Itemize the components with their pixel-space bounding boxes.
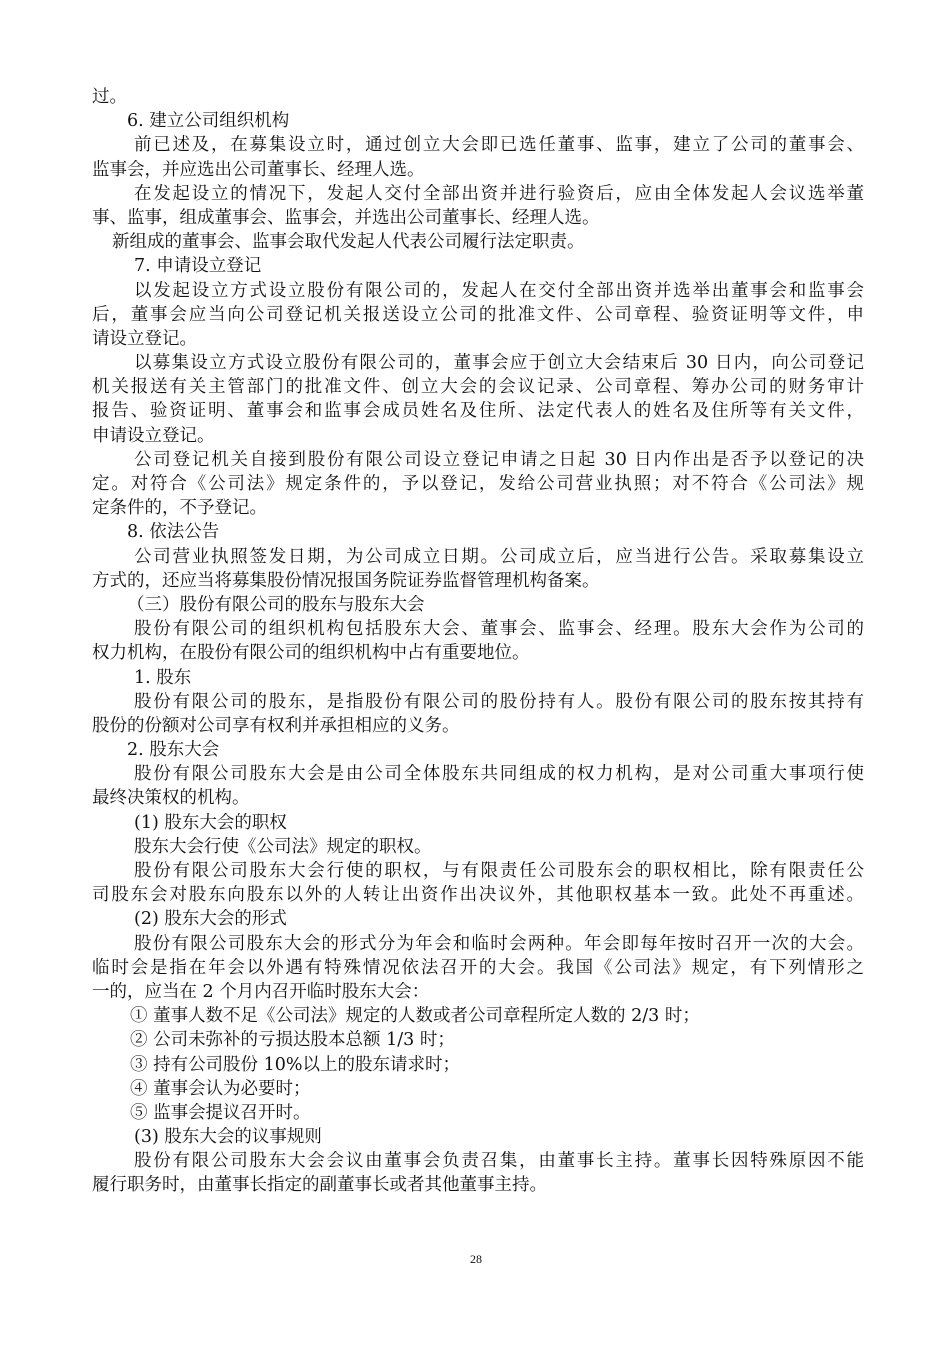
document-body	[92, 85, 864, 1198]
text-line: 以募集设立方式设立股份有限公司的，董事会应于创立大会结束后 30 日内，向公司登记	[134, 353, 864, 374]
section-heading: 7. 申请设立登记	[134, 256, 262, 277]
text-line: 后，董事会应当向公司登记机关报送设立公司的批准文件、公司章程、验资证明等文件，申	[92, 304, 864, 325]
text-line: 事、监事，组成董事会、监事会，并选出公司董事长、经理人选。	[92, 207, 600, 228]
list-item: ③ 持有公司股份 10%以上的股东请求时；	[130, 1054, 461, 1075]
section-heading: 1. 股东	[134, 667, 192, 688]
section-heading: 2. 股东大会	[127, 740, 220, 761]
text-line: 股份有限公司股东大会会议由董事会负责召集，由董事长主持。董事长因特殊原因不能	[134, 1151, 864, 1172]
text-line: 定条件的，不予登记。	[92, 498, 267, 519]
list-item: ① 董事人数不足《公司法》规定的人数或者公司章程所定人数的 2/3 时；	[130, 1006, 700, 1027]
section-heading: 6. 建立公司组织机构	[127, 111, 290, 132]
text-line: 股份有限公司股东大会的形式分为年会和临时会两种。年会即每年按时召开一次的大会。	[134, 933, 864, 954]
text-line: 报告、验资证明、董事会和监事会成员姓名及住所、法定代表人的姓名及住所等有关文件，	[92, 401, 864, 422]
text-line: 股份有限公司的组织机构包括股东大会、董事会、监事会、经理。股东大会作为公司的	[134, 619, 864, 640]
text-line: 方式的，还应当将募集股份情况报国务院证券监督管理机构备案。	[92, 570, 600, 591]
section-heading: (1) 股东大会的职权	[134, 812, 287, 833]
text-line: 一的，应当在 2 个月内召开临时股东大会：	[92, 981, 430, 1002]
text-line: 最终决策权的机构。	[92, 788, 250, 809]
text-line: 以发起设立方式设立股份有限公司的，发起人在交付全部出资并选举出董事会和监事会	[134, 280, 864, 301]
text-line: 权力机构，在股份有限公司的组织机构中占有重要地位。	[92, 643, 530, 664]
list-item: ④ 董事会认为必要时；	[130, 1078, 311, 1099]
text-line: 过。	[92, 87, 127, 107]
section-heading: (2) 股东大会的形式	[134, 909, 287, 930]
text-line: 公司登记机关自接到股份有限公司设立登记申请之日起 30 日内作出是否予以登记的决	[134, 449, 864, 470]
text-line: 股东大会行使《公司法》规定的职权。	[134, 836, 432, 857]
text-line: 股份的份额对公司享有权利并承担相应的义务。	[92, 715, 460, 736]
text-line: 股份有限公司的股东，是指股份有限公司的股份持有人。股份有限公司的股东按其持有	[134, 691, 864, 712]
section-heading: 8. 依法公告	[127, 522, 220, 543]
text-line: 履行职务时，由董事长指定的副董事长或者其他董事主持。	[92, 1175, 547, 1196]
page-number: 28	[470, 1252, 482, 1266]
text-line: 机关报送有关主管部门的批准文件、创立大会的会议记录、公司章程、筹办公司的财务审计	[92, 377, 864, 398]
text-line: 司股东会对股东向股东以外的人转让出资作出决议外，其他职权基本一致。此处不再重述。	[92, 885, 864, 906]
list-item: ② 公司未弥补的亏损达股本总额 1/3 时；	[130, 1030, 455, 1051]
text-line: 新组成的董事会、监事会取代发起人代表公司履行法定职责。	[112, 232, 585, 253]
section-heading: (3) 股东大会的议事规则	[134, 1127, 322, 1148]
text-line: 请设立登记。	[92, 328, 197, 349]
text-line: 股份有限公司股东大会行使的职权，与有限责任公司股东会的职权相比，除有限责任公	[134, 861, 864, 881]
section-heading: （三）股份有限公司的股东与股东大会	[127, 594, 425, 615]
text-line: 在发起设立的情况下，发起人交付全部出资并进行验资后，应由全体发起人会议选举董	[134, 183, 864, 204]
text-line: 申请设立登记。	[92, 425, 215, 446]
text-line: 临时会是指在年会以外遇有特殊情况依法召开的大会。我国《公司法》规定，有下列情形之	[92, 957, 864, 978]
text-line: 股份有限公司股东大会是由公司全体股东共同组成的权力机构，是对公司重大事项行使	[134, 764, 864, 785]
text-line: 定。对符合《公司法》规定条件的，予以登记，发给公司营业执照；对不符合《公司法》规	[92, 474, 864, 494]
text-line: 监事会，并应选出公司董事长、经理人选。	[92, 159, 425, 180]
text-line: 前已述及，在募集设立时，通过创立大会即已选任董事、监事，建立了公司的董事会、	[134, 135, 864, 156]
text-line: 公司营业执照签发日期，为公司成立日期。公司成立后，应当进行公告。采取募集设立	[134, 546, 864, 567]
list-item: ⑤ 监事会提议召开时。	[130, 1102, 311, 1123]
